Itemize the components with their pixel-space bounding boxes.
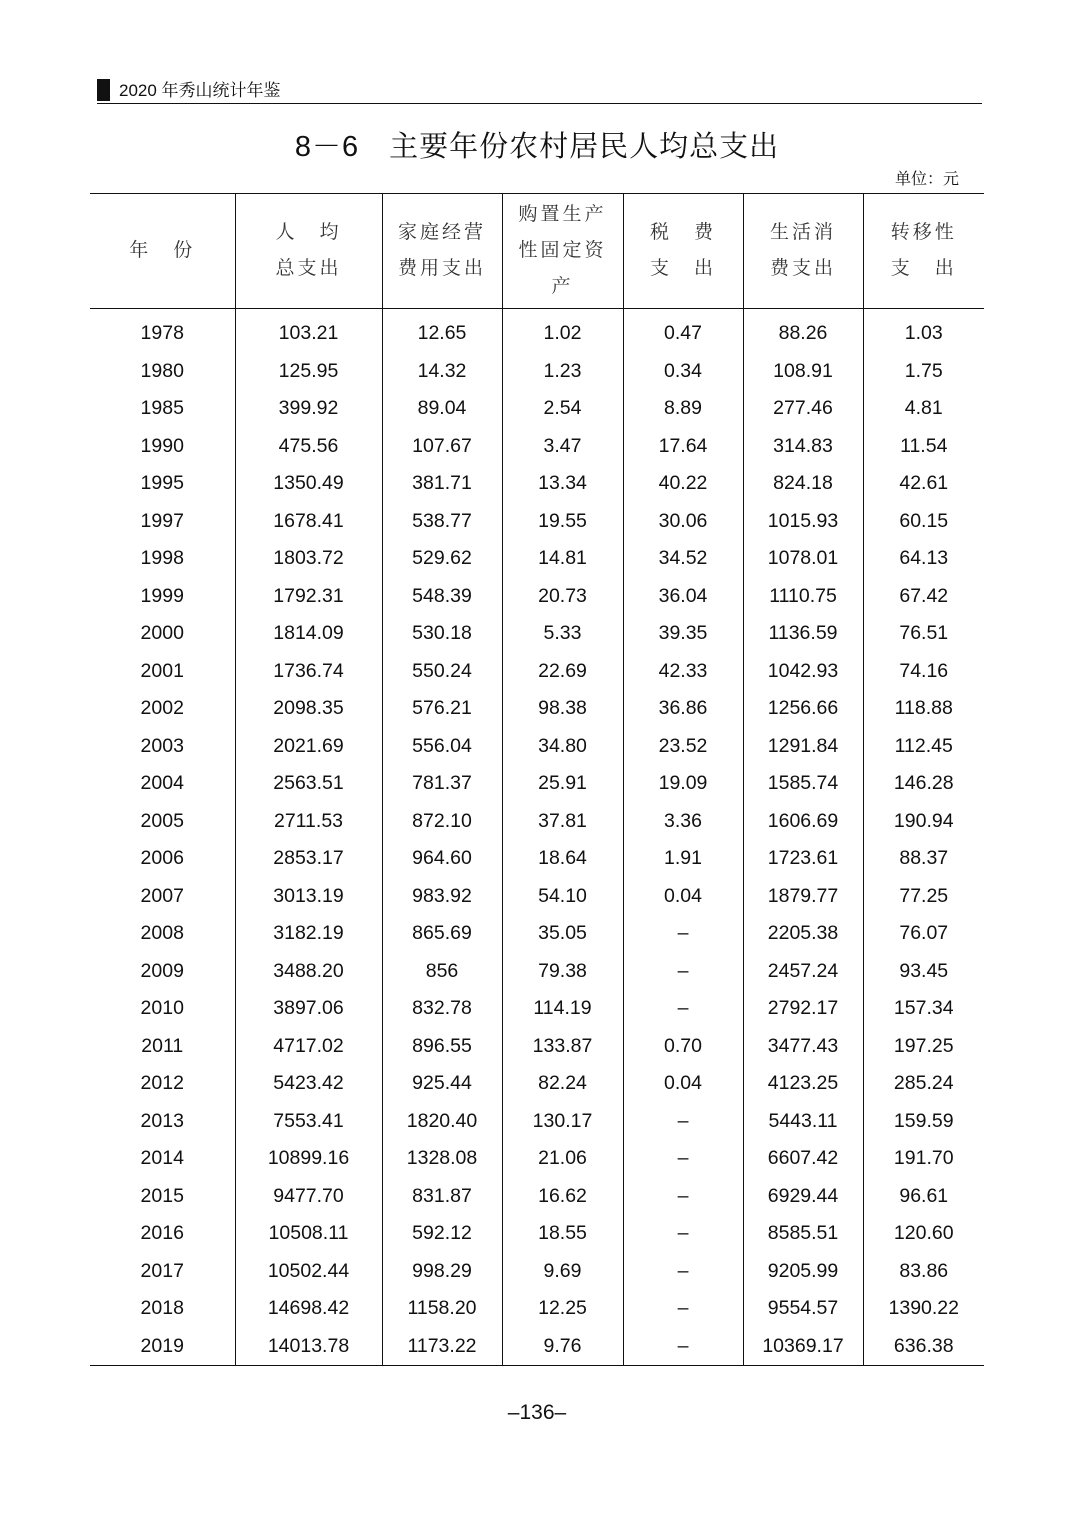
taxes-fees-cell: – (623, 1290, 743, 1328)
per-capita-total-cell: 3488.20 (235, 953, 382, 991)
taxes-fees-cell: – (623, 1140, 743, 1178)
fixed-assets-cell: 9.76 (502, 1328, 623, 1366)
transfer-cell: 191.70 (863, 1140, 984, 1178)
table-row (90, 390, 984, 428)
fixed-assets-cell: 54.10 (502, 878, 623, 916)
table-row (90, 1215, 984, 1253)
taxes-fees-cell: 0.04 (623, 1065, 743, 1103)
table-row (90, 728, 984, 766)
table-row (90, 503, 984, 541)
year-cell: 2017 (140, 1259, 184, 1282)
year-cell: 2018 (140, 1297, 184, 1320)
year-cell: 2002 (140, 697, 184, 720)
fixed-assets-cell: 82.24 (502, 1065, 623, 1103)
table-row (90, 990, 984, 1028)
year-cell: 2012 (140, 1072, 184, 1095)
table-row (90, 1253, 984, 1291)
year-cell: 2014 (140, 1147, 184, 1170)
household-operating-cell: 381.71 (382, 465, 502, 503)
consumption-cell: 1110.75 (743, 578, 863, 616)
year-cell: 2011 (141, 1034, 184, 1057)
transfer-cell: 77.25 (863, 878, 984, 916)
table-row (90, 540, 984, 578)
unit-label: 单位：元 (894, 171, 959, 188)
taxes-fees-cell: – (623, 953, 743, 991)
consumption-cell: 9205.99 (743, 1253, 863, 1291)
table-title: 8－6 主要年份农村居民人均总支出 (294, 131, 780, 163)
household-operating-cell: 832.78 (382, 990, 502, 1028)
per-capita-total-cell: 3013.19 (235, 878, 382, 916)
table-row (90, 653, 984, 691)
table-row (90, 615, 984, 653)
household-operating-cell: 925.44 (382, 1065, 502, 1103)
year-cell: 1995 (140, 472, 184, 495)
expenditure-table (90, 193, 984, 1366)
year-cell: 2009 (140, 959, 184, 982)
per-capita-total-cell: 103.21 (235, 309, 382, 353)
fixed-assets-cell: 19.55 (502, 503, 623, 541)
year-cell: 1997 (140, 509, 184, 532)
transfer-cell: 93.45 (863, 953, 984, 991)
year-cell: 2006 (140, 847, 184, 870)
fixed-assets-cell: 13.34 (502, 465, 623, 503)
year-cell: 2007 (140, 884, 184, 907)
transfer-cell: 74.16 (863, 653, 984, 691)
taxes-fees-cell: 36.04 (623, 578, 743, 616)
per-capita-total-cell: 399.92 (235, 390, 382, 428)
household-operating-cell: 1158.20 (382, 1290, 502, 1328)
consumption-cell: 108.91 (743, 353, 863, 391)
consumption-cell: 1585.74 (743, 765, 863, 803)
fixed-assets-cell: 18.64 (502, 840, 623, 878)
col-header-per-capita-total: 人 均 总支出 (235, 194, 382, 309)
household-operating-cell: 530.18 (382, 615, 502, 653)
table-row (90, 309, 984, 353)
per-capita-total-cell: 5423.42 (235, 1065, 382, 1103)
table-row (90, 1065, 984, 1103)
taxes-fees-cell: 0.34 (623, 353, 743, 391)
household-operating-cell: 89.04 (382, 390, 502, 428)
consumption-cell: 2792.17 (743, 990, 863, 1028)
consumption-cell: 10369.17 (743, 1328, 863, 1366)
header-row (90, 194, 984, 309)
col-header-taxes-fees: 税 费 支 出 (623, 194, 743, 309)
fixed-assets-cell: 20.73 (502, 578, 623, 616)
taxes-fees-cell: – (623, 1215, 743, 1253)
taxes-fees-cell: 39.35 (623, 615, 743, 653)
transfer-cell: 197.25 (863, 1028, 984, 1066)
year-cell: 2010 (140, 997, 184, 1020)
table-row (90, 953, 984, 991)
transfer-cell: 88.37 (863, 840, 984, 878)
taxes-fees-cell: 34.52 (623, 540, 743, 578)
household-operating-cell: 550.24 (382, 653, 502, 691)
taxes-fees-cell: 30.06 (623, 503, 743, 541)
consumption-cell: 1723.61 (743, 840, 863, 878)
transfer-cell: 636.38 (863, 1328, 984, 1366)
taxes-fees-cell: 40.22 (623, 465, 743, 503)
consumption-cell: 277.46 (743, 390, 863, 428)
household-operating-cell: 831.87 (382, 1178, 502, 1216)
consumption-cell: 314.83 (743, 428, 863, 466)
table-row (90, 578, 984, 616)
table-row (90, 1290, 984, 1328)
col-header-consumption: 生活消 费支出 (743, 194, 863, 309)
household-operating-cell: 592.12 (382, 1215, 502, 1253)
per-capita-total-cell: 1350.49 (235, 465, 382, 503)
table-row (90, 1140, 984, 1178)
taxes-fees-cell: 19.09 (623, 765, 743, 803)
per-capita-total-cell: 2021.69 (235, 728, 382, 766)
year-cell: 2019 (90, 1328, 235, 1366)
col-header-household-operating: 家庭经营 费用支出 (382, 194, 502, 309)
col-header-transfer: 转移性 支 出 (863, 194, 984, 309)
taxes-fees-cell: 0.70 (623, 1028, 743, 1066)
fixed-assets-cell: 25.91 (502, 765, 623, 803)
table-row (90, 428, 984, 466)
fixed-assets-cell: 114.19 (502, 990, 623, 1028)
transfer-cell: 4.81 (863, 390, 984, 428)
household-operating-cell: 865.69 (382, 915, 502, 953)
taxes-fees-cell: – (623, 1178, 743, 1216)
household-operating-cell: 781.37 (382, 765, 502, 803)
page-number: –136– (507, 1401, 567, 1424)
household-operating-cell: 529.62 (382, 540, 502, 578)
year-cell: 1999 (140, 584, 184, 607)
taxes-fees-cell: 0.47 (623, 309, 743, 353)
per-capita-total-cell: 1814.09 (235, 615, 382, 653)
household-operating-cell: 856 (382, 953, 502, 991)
per-capita-total-cell: 9477.70 (235, 1178, 382, 1216)
taxes-fees-cell: – (623, 990, 743, 1028)
fixed-assets-cell: 1.23 (502, 353, 623, 391)
taxes-fees-cell: – (623, 915, 743, 953)
col-header-fixed-assets: 购置生产 性固定资 产 (502, 194, 623, 309)
fixed-assets-cell: 16.62 (502, 1178, 623, 1216)
per-capita-total-cell: 3897.06 (235, 990, 382, 1028)
taxes-fees-cell: 8.89 (623, 390, 743, 428)
fixed-assets-cell: 18.55 (502, 1215, 623, 1253)
fixed-assets-cell: 12.25 (502, 1290, 623, 1328)
year-cell: 1985 (140, 397, 184, 420)
consumption-cell: 1606.69 (743, 803, 863, 841)
table-row (90, 465, 984, 503)
fixed-assets-cell: 21.06 (502, 1140, 623, 1178)
taxes-fees-cell: – (623, 1328, 743, 1366)
per-capita-total-cell: 2098.35 (235, 690, 382, 728)
taxes-fees-cell: 3.36 (623, 803, 743, 841)
fixed-assets-cell: 130.17 (502, 1103, 623, 1141)
per-capita-total-cell: 10508.11 (235, 1215, 382, 1253)
per-capita-total-cell: 3182.19 (235, 915, 382, 953)
consumption-cell: 6607.42 (743, 1140, 863, 1178)
taxes-fees-cell: – (623, 1103, 743, 1141)
table-row (90, 803, 984, 841)
household-operating-cell: 12.65 (382, 309, 502, 353)
fixed-assets-cell: 79.38 (502, 953, 623, 991)
transfer-cell: 118.88 (863, 690, 984, 728)
household-operating-cell: 1173.22 (382, 1328, 502, 1366)
household-operating-cell: 14.32 (382, 353, 502, 391)
table-body (90, 309, 984, 1366)
household-operating-cell: 872.10 (382, 803, 502, 841)
per-capita-total-cell: 7553.41 (235, 1103, 382, 1141)
table-row (90, 353, 984, 391)
year-cell: 2004 (140, 772, 184, 795)
per-capita-total-cell: 2853.17 (235, 840, 382, 878)
consumption-cell: 4123.25 (743, 1065, 863, 1103)
consumption-cell: 2457.24 (743, 953, 863, 991)
year-cell: 2003 (140, 734, 184, 757)
household-operating-cell: 964.60 (382, 840, 502, 878)
fixed-assets-cell: 133.87 (502, 1028, 623, 1066)
year-cell: 1990 (140, 434, 184, 457)
fixed-assets-cell: 5.33 (502, 615, 623, 653)
table-row (90, 1178, 984, 1216)
per-capita-total-cell: 10899.16 (235, 1140, 382, 1178)
transfer-cell: 157.34 (863, 990, 984, 1028)
household-operating-cell: 998.29 (382, 1253, 502, 1291)
transfer-cell: 146.28 (863, 765, 984, 803)
table-row (90, 878, 984, 916)
year-cell: 2001 (140, 659, 184, 682)
fixed-assets-cell: 3.47 (502, 428, 623, 466)
per-capita-total-cell: 2711.53 (235, 803, 382, 841)
per-capita-total-cell: 4717.02 (235, 1028, 382, 1066)
fixed-assets-cell: 37.81 (502, 803, 623, 841)
consumption-cell: 1136.59 (743, 615, 863, 653)
taxes-fees-cell: 23.52 (623, 728, 743, 766)
household-operating-cell: 576.21 (382, 690, 502, 728)
transfer-cell: 159.59 (863, 1103, 984, 1141)
per-capita-total-cell: 1736.74 (235, 653, 382, 691)
transfer-cell: 96.61 (863, 1178, 984, 1216)
taxes-fees-cell: 17.64 (623, 428, 743, 466)
consumption-cell: 2205.38 (743, 915, 863, 953)
table-row (90, 1103, 984, 1141)
table-row (90, 915, 984, 953)
consumption-cell: 6929.44 (743, 1178, 863, 1216)
household-operating-cell: 556.04 (382, 728, 502, 766)
taxes-fees-cell: – (623, 1253, 743, 1291)
consumption-cell: 1042.93 (743, 653, 863, 691)
transfer-cell: 67.42 (863, 578, 984, 616)
fixed-assets-cell: 35.05 (502, 915, 623, 953)
transfer-cell: 76.07 (863, 915, 984, 953)
per-capita-total-cell: 125.95 (235, 353, 382, 391)
table-row (90, 765, 984, 803)
taxes-fees-cell: 1.91 (623, 840, 743, 878)
table-row (90, 690, 984, 728)
transfer-cell: 76.51 (863, 615, 984, 653)
consumption-cell: 9554.57 (743, 1290, 863, 1328)
household-operating-cell: 1820.40 (382, 1103, 502, 1141)
consumption-cell: 1291.84 (743, 728, 863, 766)
header-marker-block (97, 79, 110, 101)
household-operating-cell: 983.92 (382, 878, 502, 916)
year-cell: 1978 (140, 322, 184, 345)
per-capita-total-cell: 1803.72 (235, 540, 382, 578)
transfer-cell: 64.13 (863, 540, 984, 578)
year-cell: 2000 (140, 622, 184, 645)
fixed-assets-cell: 98.38 (502, 690, 623, 728)
taxes-fees-cell: 36.86 (623, 690, 743, 728)
household-operating-cell: 107.67 (382, 428, 502, 466)
household-operating-cell: 1328.08 (382, 1140, 502, 1178)
table-row (90, 1028, 984, 1066)
transfer-cell: 190.94 (863, 803, 984, 841)
table-row (90, 1328, 984, 1366)
year-cell: 2005 (140, 809, 184, 832)
transfer-cell: 1390.22 (863, 1290, 984, 1328)
transfer-cell: 120.60 (863, 1215, 984, 1253)
household-operating-cell: 896.55 (382, 1028, 502, 1066)
year-cell: 2008 (140, 922, 184, 945)
per-capita-total-cell: 475.56 (235, 428, 382, 466)
per-capita-total-cell: 1678.41 (235, 503, 382, 541)
household-operating-cell: 548.39 (382, 578, 502, 616)
consumption-cell: 5443.11 (743, 1103, 863, 1141)
transfer-cell: 42.61 (863, 465, 984, 503)
consumption-cell: 88.26 (743, 309, 863, 353)
running-header (97, 79, 982, 104)
transfer-cell: 1.03 (863, 309, 984, 353)
transfer-cell: 285.24 (863, 1065, 984, 1103)
year-cell: 1998 (140, 547, 184, 570)
per-capita-total-cell: 1792.31 (235, 578, 382, 616)
fixed-assets-cell: 22.69 (502, 653, 623, 691)
per-capita-total-cell: 10502.44 (235, 1253, 382, 1291)
consumption-cell: 1879.77 (743, 878, 863, 916)
transfer-cell: 60.15 (863, 503, 984, 541)
table-row (90, 840, 984, 878)
household-operating-cell: 538.77 (382, 503, 502, 541)
consumption-cell: 1015.93 (743, 503, 863, 541)
consumption-cell: 1256.66 (743, 690, 863, 728)
transfer-cell: 112.45 (863, 728, 984, 766)
year-cell: 2015 (140, 1184, 184, 1207)
transfer-cell: 11.54 (863, 428, 984, 466)
fixed-assets-cell: 14.81 (502, 540, 623, 578)
per-capita-total-cell: 14698.42 (235, 1290, 382, 1328)
year-cell: 2016 (140, 1222, 184, 1245)
consumption-cell: 3477.43 (743, 1028, 863, 1066)
consumption-cell: 1078.01 (743, 540, 863, 578)
fixed-assets-cell: 1.02 (502, 309, 623, 353)
running-header-text: 2020 年秀山统计年鉴 (119, 81, 281, 100)
year-cell: 1980 (140, 359, 184, 382)
col-header-year: 年 份 (90, 194, 235, 309)
fixed-assets-cell: 34.80 (502, 728, 623, 766)
fixed-assets-cell: 2.54 (502, 390, 623, 428)
consumption-cell: 824.18 (743, 465, 863, 503)
per-capita-total-cell: 2563.51 (235, 765, 382, 803)
taxes-fees-cell: 42.33 (623, 653, 743, 691)
transfer-cell: 83.86 (863, 1253, 984, 1291)
year-cell: 2013 (140, 1109, 184, 1132)
per-capita-total-cell: 14013.78 (235, 1328, 382, 1366)
consumption-cell: 8585.51 (743, 1215, 863, 1253)
fixed-assets-cell: 9.69 (502, 1253, 623, 1291)
transfer-cell: 1.75 (863, 353, 984, 391)
taxes-fees-cell: 0.04 (623, 878, 743, 916)
